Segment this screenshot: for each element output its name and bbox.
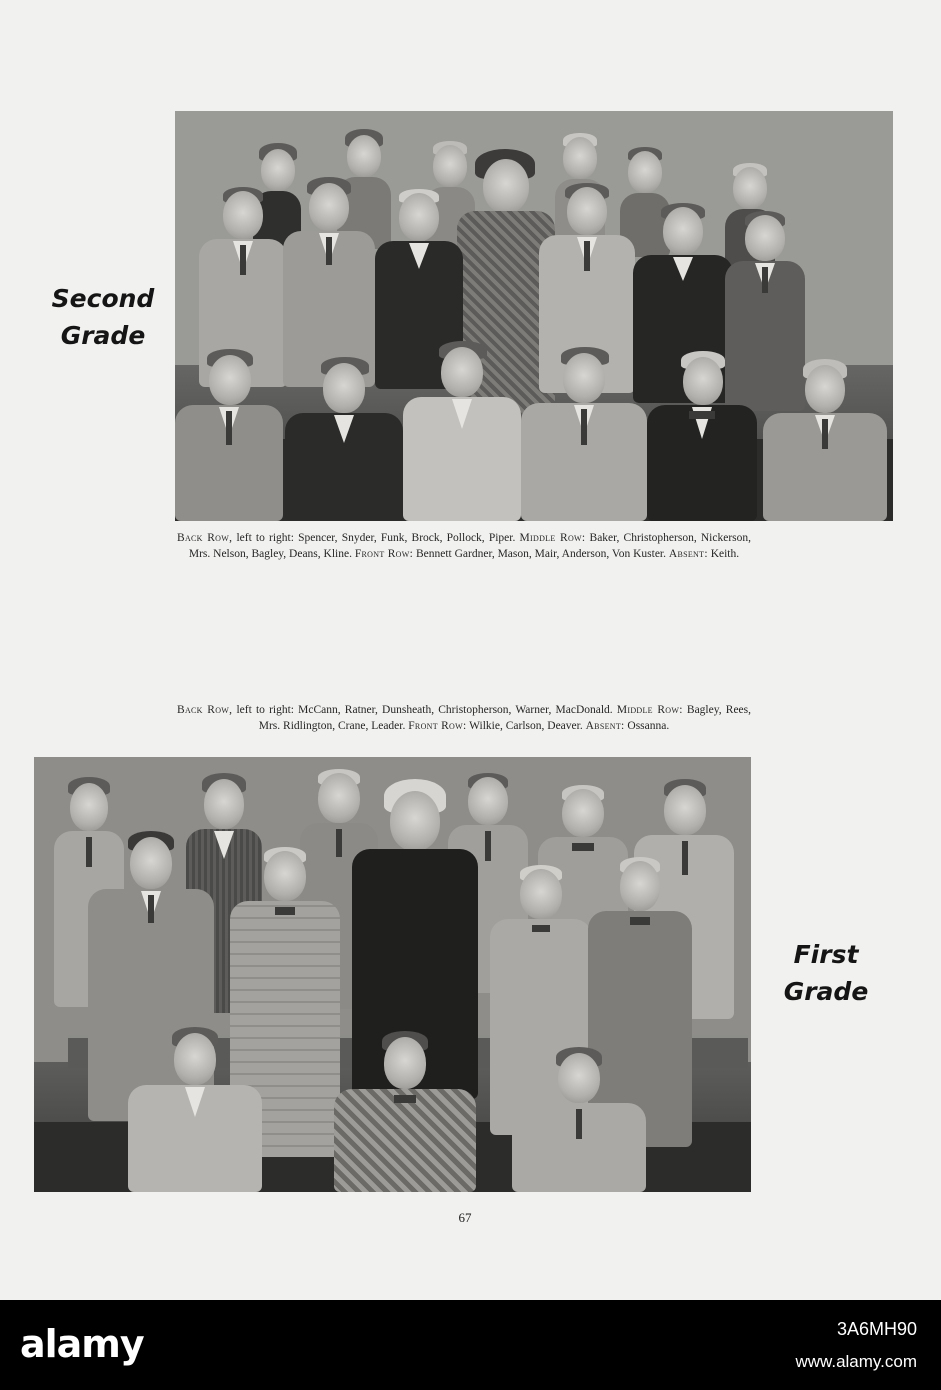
- photo-figure: [175, 349, 283, 521]
- first-grade-label-line2: Grade: [783, 977, 869, 1006]
- photo-figure: [128, 1027, 262, 1192]
- middle-row-names: Bagley, Rees, Mrs. Ridlington, Crane, Leader.: [258, 704, 751, 732]
- first-grade-label: [771, 936, 881, 1010]
- photo-figure: [763, 359, 887, 521]
- absent-names: Keith.: [707, 548, 740, 560]
- second-grade-label: [48, 280, 158, 354]
- middle-row-names: Baker, Christopherson, Nickerson, Mrs. Nelson, Bagley, Deans, Kline.: [188, 532, 751, 560]
- back-row-names: left to right: McCann, Ratner, Dunsheath, Christopherson, Warner, MacDonald.: [232, 704, 617, 716]
- front-row-heading: Front Row:: [354, 548, 414, 560]
- second-grade-caption: [177, 530, 751, 562]
- absent-heading: Absent:: [668, 548, 708, 560]
- photo-figure: [647, 351, 757, 521]
- page-number: 67: [458, 1210, 472, 1225]
- back-row-names: left to right: Spencer, Snyder, Funk, Brock, Pollock, Piper.: [232, 532, 520, 544]
- image-id: 3A6MH90: [836, 1319, 917, 1339]
- second-grade-label-line2: Grade: [60, 321, 146, 350]
- alamy-logo: alamy: [20, 1322, 144, 1366]
- middle-row-heading: Middle Row:: [616, 704, 683, 716]
- first-grade-label-line1: First: [793, 940, 859, 969]
- front-row-heading: Front Row:: [408, 720, 467, 732]
- absent-names: Ossanna.: [624, 720, 670, 732]
- back-row-heading: Back Row,: [177, 704, 233, 716]
- photo-figure: [283, 177, 375, 387]
- photo-figure: [521, 347, 647, 521]
- first-grade-caption: [177, 702, 751, 734]
- front-row-names: Bennett Gardner, Mason, Mair, Anderson, Von Kuster.: [413, 548, 669, 560]
- middle-row-heading: Middle Row:: [519, 532, 586, 544]
- absent-heading: Absent:: [585, 720, 625, 732]
- site-url: www.alamy.com: [795, 1352, 917, 1371]
- second-grade-label-line1: Second: [51, 284, 155, 313]
- back-row-heading: Back Row,: [177, 532, 233, 544]
- front-row-names: Wilkie, Carlson, Deaver.: [466, 720, 586, 732]
- stock-photo-footer: [0, 1300, 941, 1390]
- photo-figure: [285, 357, 403, 521]
- photo-figure: [334, 1031, 476, 1192]
- second-grade-class-photo: [175, 111, 893, 521]
- photo-figure: [512, 1047, 646, 1192]
- first-grade-class-photo: [34, 757, 751, 1192]
- photo-figure: [403, 341, 521, 521]
